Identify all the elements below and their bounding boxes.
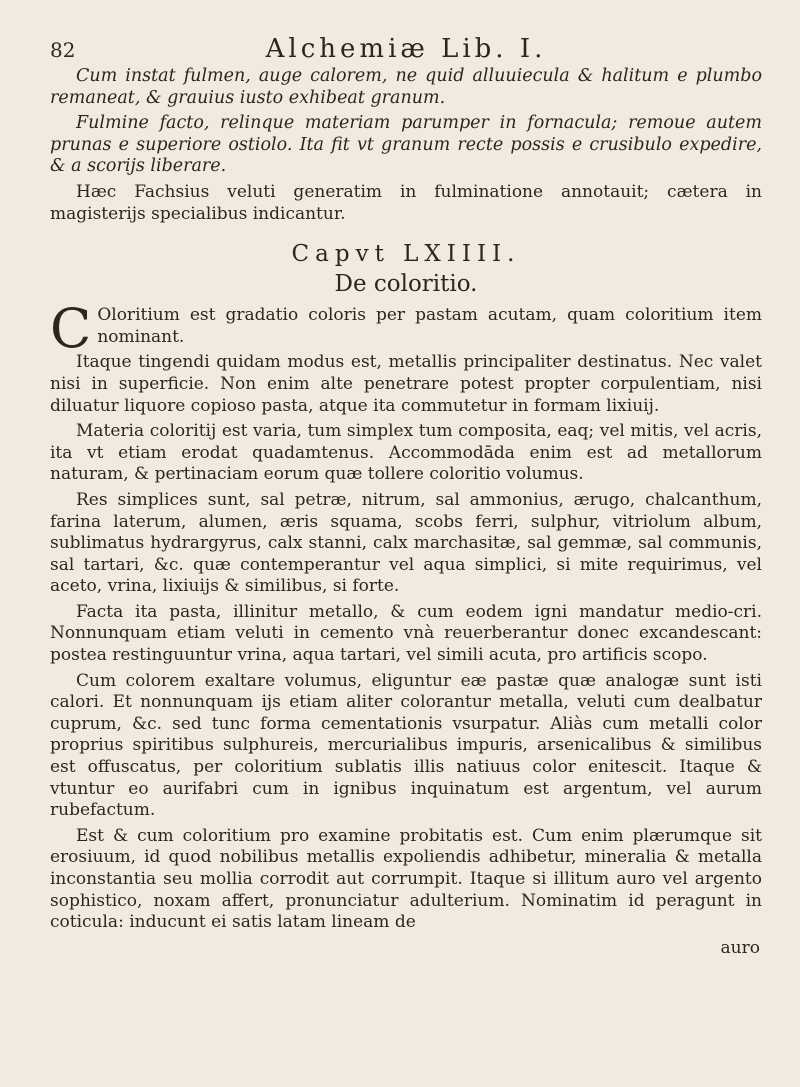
page-body (50, 66, 762, 958)
intro-paragraph-2: Fulmine facto, relinque materiam parumper in fornacula; remoue autem prunas e superiore ostiolo. Ita fit vt granum recte possis e crusibulo expedire, & a scorijs liberare. (50, 113, 762, 177)
paragraph-1: Itaque tingendi quidam modus est, metallis principaliter destinatus. Nec valet nisi in superficie. Non enim alte penetrare potest propter corpulentiam, nisi diluatur liquore copioso pasta, atque ita commutetur in formam lixiuij. (50, 352, 762, 416)
paragraph-2: Materia coloritij est varia, tum simplex tum composita, eaq; vel mitis, vel acris, ita vt etiam erodat quadamtenus. Accommodāda enim est ad metallorum naturam, & pertinaciam eorum quæ tollere coloritio volumus. (50, 421, 762, 485)
drop-cap: C (50, 297, 92, 361)
intro-paragraph-1: Cum instat fulmen, auge calorem, ne quid alluuiecula & halitum e plumbo remaneat, & grauius iusto exhibeat granum. (50, 66, 762, 108)
chapter-subheading: De coloritio. (334, 271, 478, 298)
paragraph-4: Facta ita pasta, illinitur metallo, & cum eodem igni mandatur medio-cri. Nonnunquam etiam veluti in cemento vnà reuerberantur donec excandescant: postea restinguuntur vrina, aqua tartari, vel simili acuta, pro artificis scopo. (50, 601, 762, 666)
paragraph-5: Cum colorem exaltare volumus, eliguntur eæ pastæ quæ analogæ sunt isti calori. Et nonnunquam ijs etiam aliter colorantur metalla, veluti cum dealbatur cuprum, &c. sed tunc forma cementationis vsurpatur. Aliàs cum metalli color proprius spiritibus sulphureis, mercurialibus impuris, arsenicalibus & similibus est offuscatus, per coloritium sublatis illis natiuus color enitescit. Itaque & vtuntur eo aurifabri cum in ignibus inquinatum est argentum, vel aurum rubefactum. (50, 670, 762, 821)
note-paragraph: Hæc Fachsius veluti generatim in fulminatione annotauit; cætera in magisterijs specialibus indicantur. (50, 181, 762, 224)
running-title: Alchemiæ Lib. I. (265, 34, 547, 64)
chapter-heading: Capvt LXIIII. (291, 241, 521, 268)
running-head (50, 30, 762, 66)
first-paragraph-text: Oloritium est gradatio coloris per pastam acutam, quam coloritium item nominant. (97, 305, 762, 347)
paragraph-3: Res simplices sunt, sal petræ, nitrum, sal ammonius, ærugo, chalcanthum, farina laterum, alumen, æris squama, scobs ferri, sulphur, vitriolum album, sublimatus hydrargyrus, calx stanni, calx marchasitæ, sal gemmæ, sal communis, sal tartari, &c. quæ contemperantur vel aqua simplici, si mite requirimus, vel aceto, vrina, lixiuijs & similibus, si forte. (50, 489, 762, 597)
first-paragraph (50, 297, 762, 361)
page-number: 82 (50, 38, 76, 62)
catchword: auro (720, 937, 760, 958)
paragraph-6: Est & cum coloritium pro examine probitatis est. Cum enim plærumque sit erosiuum, id quod nobilibus metallis expoliendis adhibetur, mineralia & metalla inconstantia seu mollia corrodit aut corrumpit. Itaque si illitum auro vel argento sophistico, noxam affert, pronunciatur adulterium. Nominatim id peragunt in coticula: inducunt ei satis latam lineam de (50, 825, 762, 933)
